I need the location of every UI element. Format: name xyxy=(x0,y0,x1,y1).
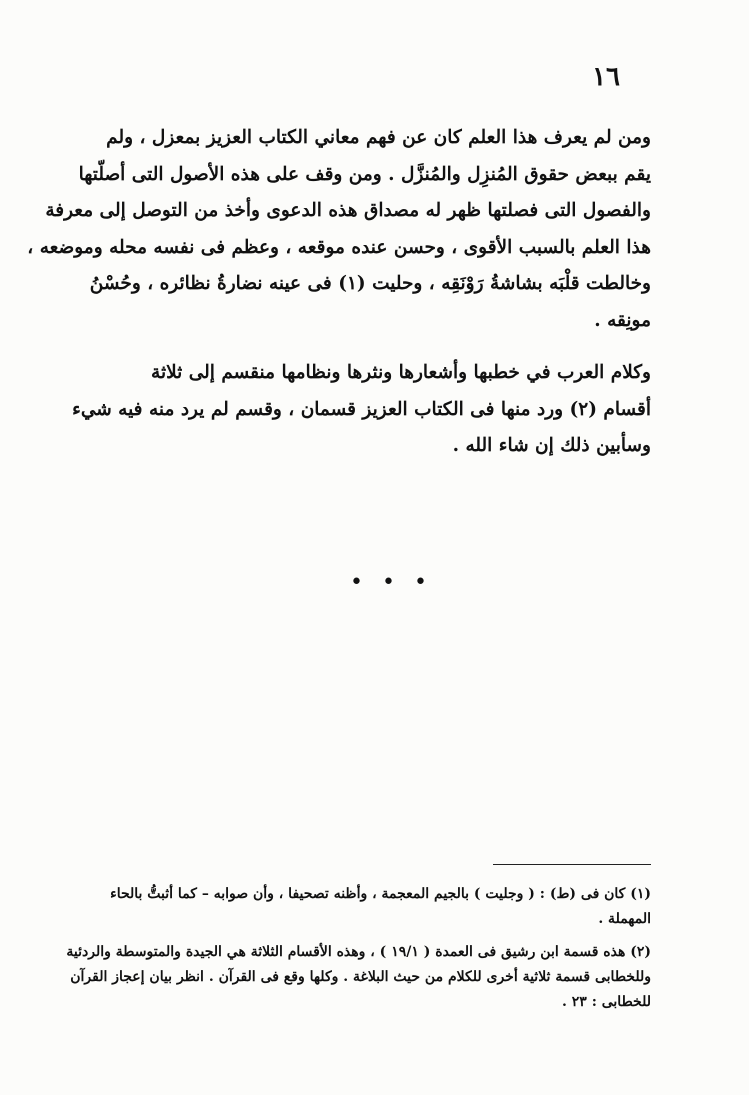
text-line: وسأبين ذلك إن شاء الله . xyxy=(452,435,651,456)
section-separator: • • • xyxy=(350,570,433,595)
footnote-1 xyxy=(93,882,651,932)
paragraph-1 xyxy=(27,120,651,339)
text-line: وكلام العرب في خطبها وأشعارها ونثرها ونظامها منقسم إلى ثلاثة xyxy=(151,362,651,383)
footnote-line: وللخطابى قسمة ثلاثية أخرى للكلام من حيث البلاغة . وكلها وقع فى القرآن . انظر بيان إعجاز القرآن xyxy=(70,969,651,985)
footnote-divider xyxy=(493,864,651,865)
text-line: والفصول التى فصلتها ظهر له مصداق هذه الدعوى وأخذ من التوصل إلى معرفة xyxy=(45,200,651,221)
text-line: هذا العلم بالسبب الأقوى ، وحسن عنده موقعه ، وعظم فى نفسه محله وموضعه ، xyxy=(27,236,651,258)
footnotes xyxy=(66,882,651,1023)
text-line: أقسام (٢) ورد منها فى الكتاب العزيز قسمان ، وقسم لم يرد منه فيه شيء xyxy=(72,398,651,420)
text-line: ومن لم يعرف هذا العلم كان عن فهم معاني الكتاب العزيز بمعزل ، ولم xyxy=(106,127,651,148)
text-line: وخالطت قلْبَه بشاشةُ رَوْنَقِه ، وحليت (١) فى عينه نضارةُ نظائره ، وحُسْنُ xyxy=(89,273,651,294)
footnote-line: المهملة . xyxy=(598,911,651,927)
page-number: ١٦ xyxy=(592,62,620,92)
footnote-2 xyxy=(66,940,651,1015)
footnote-line: للخطابى : ٢٣ . xyxy=(562,994,651,1010)
paragraph-2 xyxy=(72,355,651,465)
footnote-line: (٢) هذه قسمة ابن رشيق فى العمدة ( ١٩/١ ) ، وهذه الأقسام الثلاثة هي الجيدة والمتوسطة والردئية xyxy=(66,944,651,960)
footnote-line: (١) كان فى (ط) : ( وجليت ) بالجيم المعجمة ، وأظنه تصحيفا ، وأن صوابه – كما أثبتُّ بالحاء xyxy=(110,886,651,902)
text-line: يقم ببعض حقوق المُنزِل والمُنزَّل . ومن وقف على هذه الأصول التى أصلّتها xyxy=(78,163,651,185)
text-line: مونِقه . xyxy=(594,309,651,331)
